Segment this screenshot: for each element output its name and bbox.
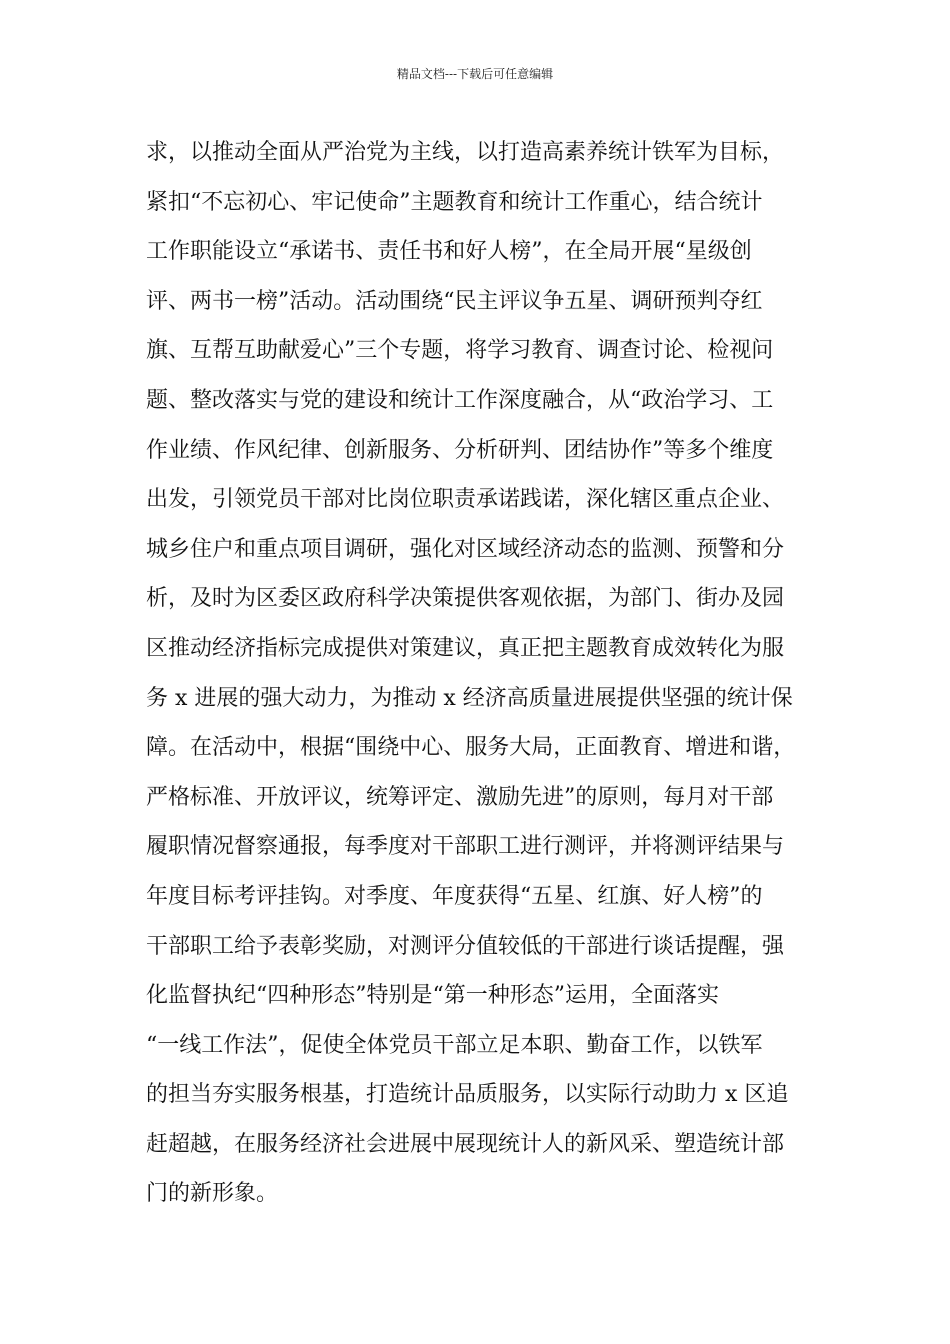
text-line: 区推动经济指标完成提供对策建议，真正把主题教育成效转化为服 — [146, 635, 785, 661]
text-line: 障。在活动中，根据“围绕中心、服务大局，正面教育、增进和谐， — [146, 735, 796, 761]
text-line: 题、整改落实与党的建设和统计工作深度融合，从“政治学习、工 — [146, 387, 774, 413]
text-line: 求，以推动全面从严治党为主线，以打造高素养统计铁军为目标， — [146, 140, 785, 165]
page-header: 精品文档---下载后可任意编辑 — [396, 67, 554, 81]
text-line: 门的新形象。 — [146, 1181, 279, 1207]
text-line: 年度目标考评挂钩。对季度、年度获得“五星、红旗、好人榜”的 — [146, 883, 763, 909]
text-line: “一线工作法”，促使全体党员干部立足本职、勤奋工作，以铁军 — [146, 1032, 763, 1058]
text-line: 评、两书一榜”活动。活动围绕“民主评议争五星、调研预判夺红 — [146, 288, 763, 314]
text-line: 严格标准、开放评议，统筹评定、激励先进”的原则，每月对干部 — [146, 784, 774, 810]
text-line: 化监督执纪“四种形态”特别是“第一种形态”运用，全面落实 — [146, 983, 719, 1009]
body-paragraph — [146, 128, 836, 1219]
text-line: 干部职工给予表彰奖励，对测评分值较低的干部进行谈话提醒，强 — [146, 933, 785, 959]
text-line: 务 x 进展的强大动力，为推动 x 经济高质量进展提供坚强的统计保 — [146, 685, 793, 711]
text-line: 旗、互帮互助献爱心”三个专题，将学习教育、调查讨论、检视问 — [146, 338, 774, 364]
text-line: 紧扣“不忘初心、牢记使命”主题教育和统计工作重心，结合统计 — [146, 189, 763, 215]
text-line: 履职情况督察通报，每季度对干部职工进行测评，并将测评结果与 — [146, 834, 785, 860]
text-line: 出发，引领党员干部对比岗位职责承诺践诺，深化辖区重点企业、 — [146, 487, 785, 513]
text-line: 的担当夯实服务根基，打造统计品质服务，以实际行动助力 x 区追 — [146, 1082, 789, 1108]
text-line: 城乡住户和重点项目调研，强化对区域经济动态的监测、预警和分 — [146, 536, 785, 562]
text-line: 工作职能设立“承诺书、责任书和好人榜”，在全局开展“星级创 — [146, 239, 752, 265]
text-line: 作业绩、作风纪律、创新服务、分析研判、团结协作”等多个维度 — [146, 437, 774, 463]
text-line: 赶超越，在服务经济社会进展中展现统计人的新风采、塑造统计部 — [146, 1131, 785, 1157]
text-line: 析，及时为区委区政府科学决策提供客观依据，为部门、街办及园 — [146, 586, 785, 612]
